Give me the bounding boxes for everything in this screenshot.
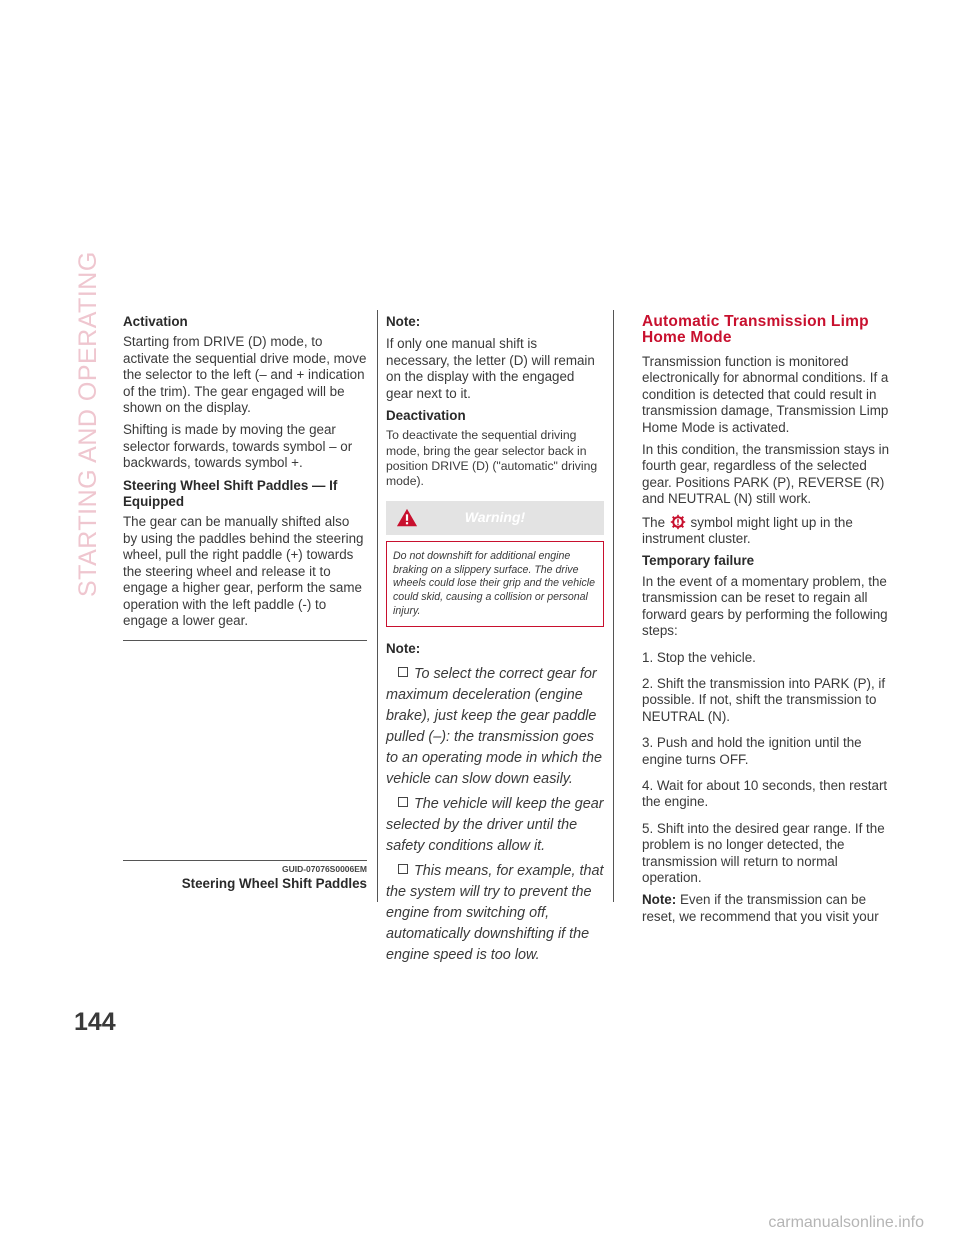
figure-id: GUID-07076S0006EM bbox=[281, 864, 367, 874]
figure-caption: Steering Wheel Shift Paddles bbox=[181, 876, 367, 891]
warning-box bbox=[386, 541, 604, 627]
figure-top-rule bbox=[123, 640, 367, 641]
column-right bbox=[642, 314, 897, 931]
deactivation-text: To deactivate the sequential driving mode, bring the gear selector back in position DRIVE (D) ("automatic" driving mode). bbox=[386, 428, 598, 489]
limp-p3-after: symbol might light up in the instrument cluster. bbox=[642, 514, 853, 547]
watermark: carmanualsonline.info bbox=[768, 1214, 924, 1231]
limp-paragraph-2: In this condition, the transmission stays in fourth gear, regardless of the selected gear. Positions PARK (P), REVERSE (R) and NEUTRAL (N) still work. bbox=[642, 442, 890, 507]
list-item: 4. Wait for about 10 seconds, then restart the engine. bbox=[642, 777, 888, 810]
warning-title: Warning! bbox=[464, 509, 526, 526]
list-item bbox=[386, 861, 604, 966]
activation-paragraph-1: Starting from DRIVE (D) mode, to activate the sequential drive mode, move the selector to the left (– and + indication of the trim). The gear engaged will be shown on the display. bbox=[123, 334, 367, 416]
list-item: 3. Push and hold the ignition until the engine turns OFF. bbox=[642, 735, 862, 767]
activation-heading: Activation bbox=[123, 314, 188, 329]
note-item-text: This means, for example, that the system will try to prevent the engine from switching off, automatically downshifting if the engine speed is too low. bbox=[386, 862, 604, 963]
section-title: Automatic Transmission Limp Home Mode bbox=[642, 313, 869, 346]
note-label-1: Note: bbox=[386, 314, 421, 329]
limp-paragraph-3 bbox=[642, 514, 897, 548]
transmission-gear-icon bbox=[670, 514, 686, 530]
warning-header bbox=[386, 501, 604, 535]
figure-bottom-rule bbox=[123, 860, 367, 861]
deactivation-heading: Deactivation bbox=[386, 408, 466, 424]
column-divider-right bbox=[613, 310, 614, 902]
warning-text: Do not downshift for additional engine braking on a slippery surface. The drive wheels could lose their grip and the vehicle could skid, causing a collision or personal injury. bbox=[393, 550, 595, 617]
final-note-label: Note: bbox=[642, 892, 677, 908]
list-item bbox=[386, 794, 604, 857]
paddles-paragraph: The gear can be manually shifted also by using the paddles behind the steering wheel, pull the right paddle (+) towards the steering wheel and release it to engage a higher gear, perform the same operation with the left paddle (-) to engage a lower gear. bbox=[123, 514, 364, 628]
note-label-2: Note: bbox=[386, 641, 421, 657]
column-divider-left bbox=[377, 310, 378, 902]
final-note bbox=[642, 892, 897, 925]
temporary-failure-heading: Temporary failure bbox=[642, 553, 755, 569]
activation-paragraph-2: Shifting is made by moving the gear selector forwards, towards symbol – or backwards, towards symbol +. bbox=[123, 422, 353, 471]
paddles-heading: Steering Wheel Shift Paddles — If Equipped bbox=[123, 477, 338, 510]
checkbox-bullet-icon bbox=[398, 667, 408, 677]
list-item: 5. Shift into the desired gear range. If the problem is no longer detected, the transmission will return to normal operation. bbox=[642, 820, 885, 885]
note-item-text: The vehicle will keep the gear selected by the driver until the safety conditions allow it. bbox=[386, 795, 604, 854]
note-item-text: To select the correct gear for maximum deceleration (engine brake), just keep the gear paddle pulled (–): the transmission goes to an operating mode in which the vehicle can slow down easily. bbox=[386, 665, 603, 787]
page-number: 144 bbox=[74, 1008, 116, 1036]
list-item: 1. Stop the vehicle. bbox=[642, 649, 756, 665]
limp-p3-before: The bbox=[642, 514, 666, 530]
final-note-text: Even if the transmission can be reset, we recommend that you visit your bbox=[642, 892, 879, 924]
list-item bbox=[386, 664, 604, 790]
limp-paragraph-1: Transmission function is monitored electronically for abnormal conditions. If a condition is detected that could result in transmission damage, Transmission Limp Home Mode is activated. bbox=[642, 354, 889, 435]
temporary-failure-paragraph: In the event of a momentary problem, the transmission can be reset to regain all forward gears by performing the following steps: bbox=[642, 573, 888, 639]
checkbox-bullet-icon bbox=[398, 797, 408, 807]
side-chapter-title: STARTING AND OPERATING bbox=[74, 251, 102, 597]
checkbox-bullet-icon bbox=[398, 864, 408, 874]
note-text-1: If only one manual shift is necessary, the letter (D) will remain on the display with the engaged gear next to it. bbox=[386, 336, 595, 401]
column-middle bbox=[386, 314, 604, 970]
column-left bbox=[123, 314, 367, 635]
list-item: 2. Shift the transmission into PARK (P), if possible. If not, shift the transmission to NEUTRAL (N). bbox=[642, 675, 886, 724]
